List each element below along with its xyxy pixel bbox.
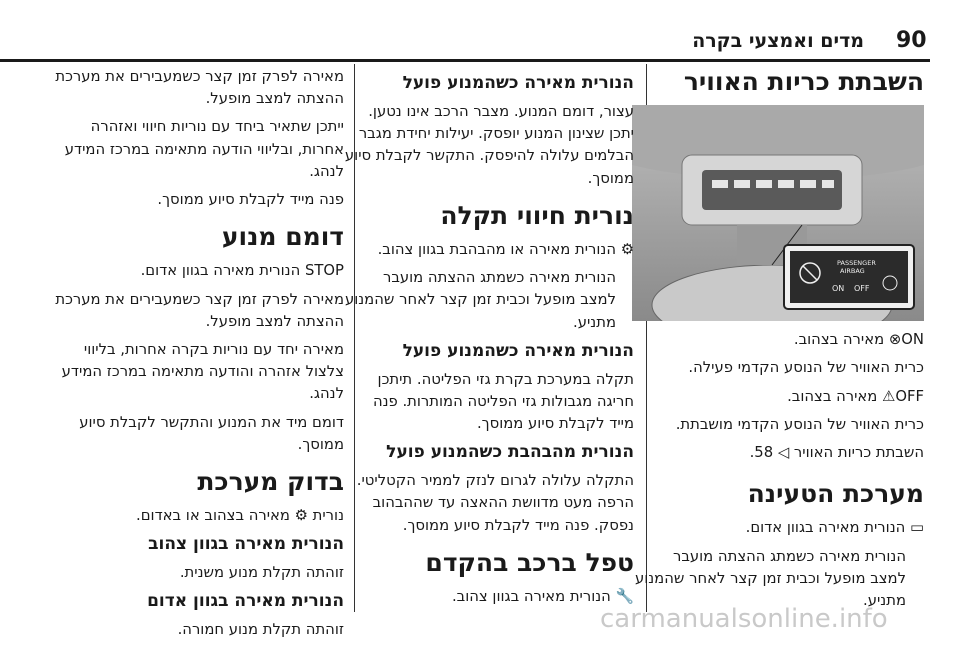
- on-when-running-desc: עצור, דומם המנוע. מצבר הרכב אינו נטען. יתכן שצינון המנוע יופסק. יעילות יחידת מגבר הבלמים עלולה להיפסק. התקשר לקבלת סיוע ממוסך.: [344, 102, 634, 187]
- service-status: 🔧 הנורית מאירה בגוון צהוב.: [451, 587, 634, 605]
- airbag-off-icon: ⚠: [882, 387, 896, 405]
- column-right: [634, 66, 924, 618]
- figure-label-passenger: PASSENGER: [837, 259, 876, 268]
- column-left: [54, 66, 344, 648]
- page-header: [0, 0, 960, 56]
- heading-malfunction-lamp: נורית חיווי תקלה: [440, 200, 634, 230]
- stop-desc-2: מאירה יחד עם נוריות בקרה אחרות, בליווי צלצול אזהרה והודעה מתאימה במרכז המידע לנהג.: [61, 340, 344, 403]
- heading-mil-flash: הנורית מהבהבת כשהמנוע פועל: [386, 442, 634, 463]
- mil-flash-desc: התקלה עלולה לגרום לנזק לממיר הקטליטי. הרפה מעט מדוושת ההאצה עד שההבהוב נפסק. פנה מייד לקבלת סיוע ממוסך.: [356, 472, 634, 534]
- figure-label-on: ON: [832, 284, 845, 294]
- wrench-icon: 🔧: [615, 587, 634, 605]
- service-desc-garage: פנה מייד לקבלת סיוע ממוסך.: [157, 190, 344, 208]
- heading-on-when-running: הנורית מאירה כשהמנוע פועל: [402, 73, 634, 93]
- red-desc: זוהתה תקלת מנוע חמורה.: [177, 621, 344, 639]
- airbag-off-desc: כרית האוויר של הנוסע הקדמי מושבתת.: [675, 415, 924, 433]
- watermark: carmanualsonline.info: [600, 604, 888, 634]
- mil-desc: הנורית מאירה כשמתג ההצתה מועבר למצב מופעל וכבית זמן קצר לאחר שהמנוע מתניע.: [344, 269, 616, 331]
- stop-symbol: STOP: [304, 262, 344, 280]
- stop-desc-3: דומם מיד את המנוע והתקשר לקבלת סיוע ממוסך.: [79, 413, 344, 453]
- figure-label-airbag: AIRBAG: [840, 267, 865, 276]
- heading-yellow: הנורית מאירה בגוון צהוב: [148, 534, 344, 555]
- airbag-on-symbol: ON: [901, 331, 924, 349]
- airbag-on-desc: כרית האוויר של הנוסע הקדמי פעילה.: [688, 359, 924, 377]
- service-desc-warning: ייתכן שתאיר ביחד עם נוריות חיווי ואזהרה אחרות, ובליווי הודעה מתאימה במרכז המידע לנהג.: [64, 118, 344, 180]
- airbag-crossref[interactable]: השבתת כריות האוויר ◁ 58.: [749, 444, 924, 461]
- airbag-off-line: OFF⚠ מאירה בצהוב.: [787, 387, 924, 405]
- page-number: 90: [896, 28, 927, 53]
- battery-icon: ▭: [910, 519, 924, 537]
- heading-mil-on-running: הנורית מאירה כשהמנוע פועל: [402, 340, 634, 361]
- heading-charging-system: מערכת הטעינה: [747, 479, 924, 509]
- heading-service-soon: טפל ברכב בהקדם: [425, 547, 634, 577]
- heading-stop-engine: דומם מנוע: [221, 222, 344, 252]
- stop-desc-1: מאירה לפרק זמן קצר כשמעבירים את מערכת ההצתה למצב מופעל.: [55, 290, 344, 330]
- running-head: מדים ואמצעי בקרה: [692, 30, 864, 52]
- airbag-on-line: ON⊗ מאירה בצהוב.: [793, 331, 924, 349]
- yellow-desc: זוהתה תקלת מנוע משנית.: [179, 564, 344, 582]
- charging-status: ▭ הנורית מאירה בגוון אדום.: [745, 519, 924, 537]
- header-rule: [0, 59, 930, 62]
- airbag-switch-figure: [632, 105, 924, 321]
- stop-status: STOP הנורית מאירה בגוון אדום.: [140, 262, 344, 280]
- heading-airbag-deactivation: השבתת כריות האוויר: [683, 67, 924, 96]
- mil-status: ⚙ הנורית מאירה או מהבהבת בגוון צהוב.: [377, 240, 634, 258]
- heading-red: הנורית מאירה בגוון אדום: [147, 591, 344, 612]
- service-desc-top: מאירה לפרק זמן קצר כשמעבירים את מערכת ההצתה למצב מופעל.: [55, 68, 344, 108]
- heading-check-system: בדוק מערכת: [197, 466, 344, 496]
- engine-icon: ⚙: [620, 240, 634, 258]
- airbag-off-symbol: OFF: [895, 387, 924, 405]
- figure-label-off: OFF: [854, 284, 870, 294]
- mil-on-running-desc: תקלה במערכת בקרת גזי הפליטה. תיתכן חריגה מגבולות גזי הפליטה המותרות. פנה מייד לקבלת סיוע ממוסך.: [372, 370, 634, 432]
- charging-desc: הנורית מאירה כשמתג ההצתה מועבר למצב מופעל וכבית זמן קצר לאחר שהמנוע מתניע.: [634, 547, 906, 609]
- column-middle: [344, 66, 634, 614]
- airbag-on-icon: ⊗: [888, 331, 902, 349]
- system-status: נורית ⚙ מאירה בצהוב או באדום.: [136, 507, 344, 525]
